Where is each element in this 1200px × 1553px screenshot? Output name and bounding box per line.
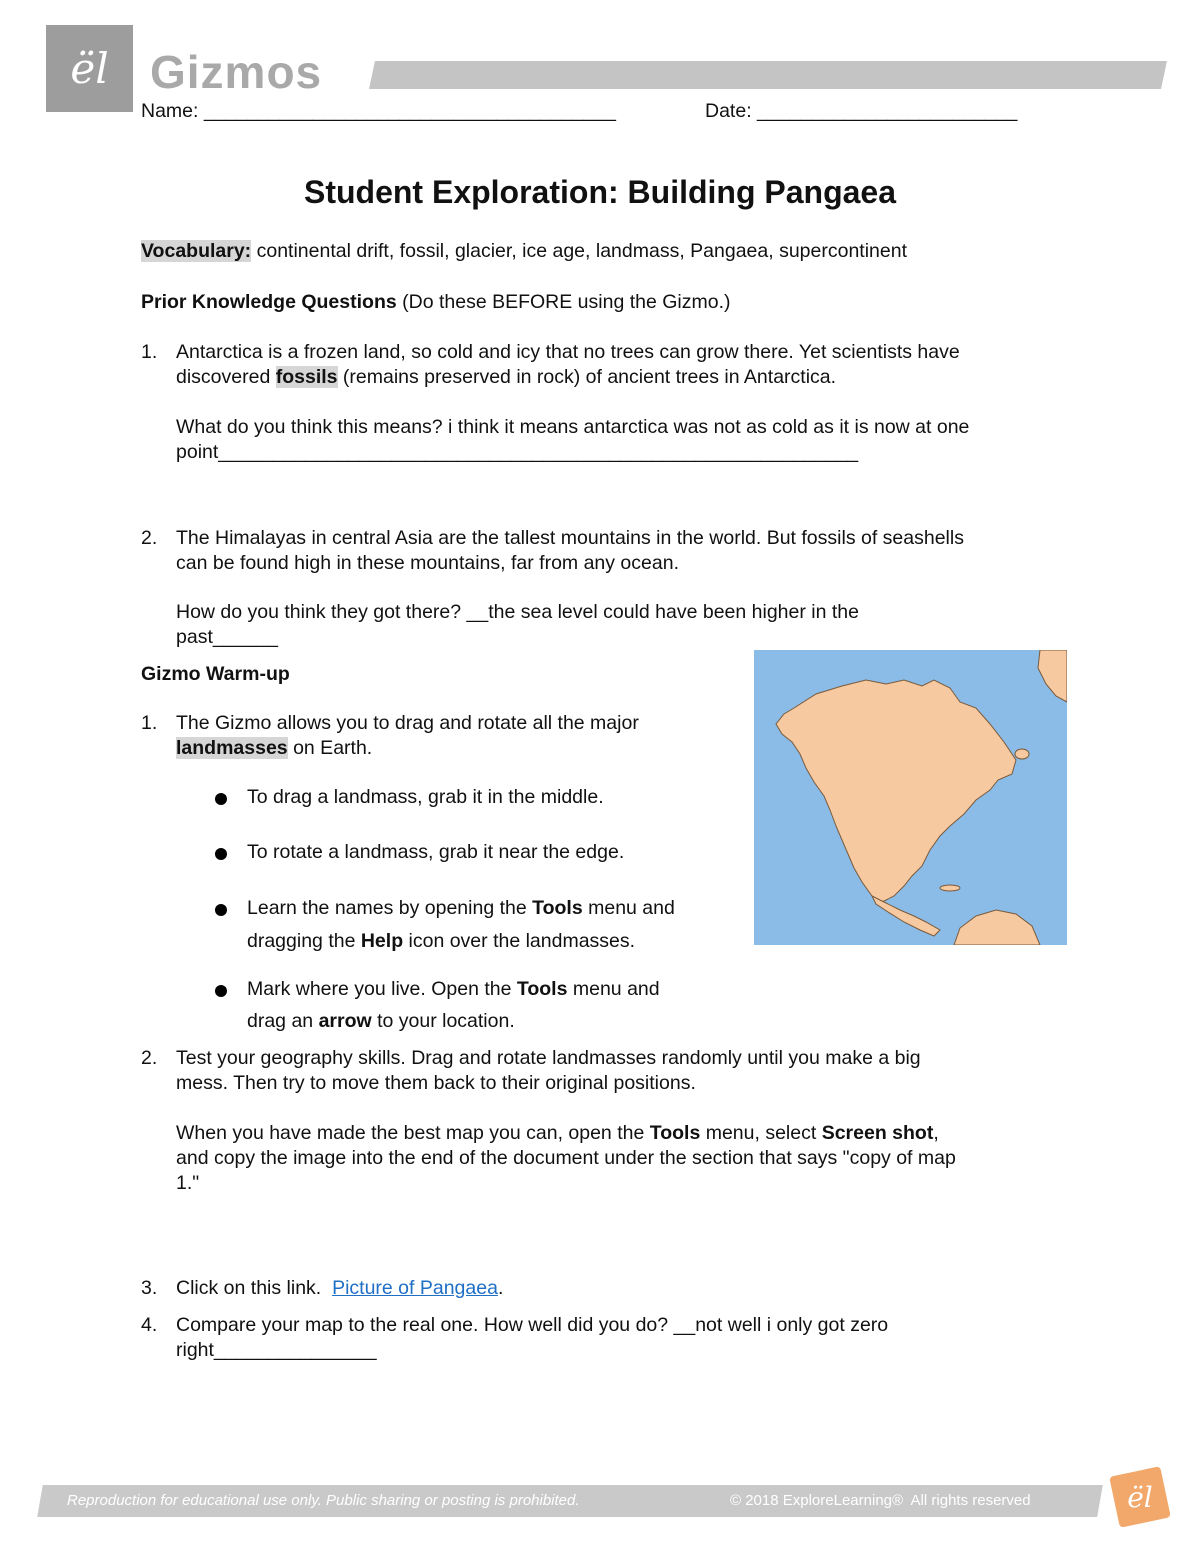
footer-copyright: © 2018 ExploreLearning® All rights reserved [730,1492,1031,1509]
vocabulary-label: Vocabulary: [141,240,252,262]
warmup-item-1-text-line2: landmasses on Earth. [176,737,373,759]
item-number: 4. [141,1314,158,1336]
question-1-text-line2: discovered fossils (remains preserved in rock) of ancient trees in Antarctica. [176,366,837,388]
question-2-text: The Himalayas in central Asia are the tallest mountains in the world. But fossils of seashells [176,527,964,549]
warmup-item-1-text: The Gizmo allows you to drag and rotate all the major [176,712,639,734]
question-number: 2. [141,527,158,549]
question-2-text-line2: can be found high in these mountains, far from any ocean. [176,552,679,574]
prior-knowledge-note: (Do these BEFORE using the Gizmo.) [396,291,731,313]
question-2-answer [176,600,859,625]
item-number: 1. [141,712,158,734]
explorelearning-footer-logo-icon [1108,1463,1172,1527]
pangaea-picture-link[interactable]: Picture of Pangaea [332,1277,498,1299]
question-1-prompt: What do you think this means? [176,416,443,438]
bullet-dot [215,985,227,997]
vocabulary-line [141,239,907,264]
map-svg [754,650,1067,945]
north-america-map-image [754,650,1067,945]
caribbean-island [940,885,960,891]
item-number: 3. [141,1277,158,1299]
question-1-answer [176,415,969,440]
bullet-drag: To drag a landmass, grab it in the middle. [247,786,604,808]
bullet-learn-names-line2: dragging the Help icon over the landmasses. [247,930,636,952]
item-number: 2. [141,1047,158,1069]
question-1-text: Antarctica is a frozen land, so cold and icy that no trees can grow there. Yet scientists have [176,341,960,363]
bullet-mark-location: Mark where you live. Open the Tools menu and [247,978,660,1000]
warmup-item-2-instructions-line3: 1." [176,1172,200,1194]
warmup-item-2-text: Test your geography skills. Drag and rotate landmasses randomly until you make a big [176,1047,921,1069]
date-field: Date: ________________________ [705,100,1018,122]
bullet-learn-names: Learn the names by opening the Tools menu and [247,897,675,919]
prior-knowledge-heading-line [141,290,731,315]
warmup-item-4-text: Compare your map to the real one. How well did you do? __not well i only got zero [176,1314,889,1336]
svg-text:ël: ël [1127,1481,1153,1514]
warmup-item-2-instructions: When you have made the best map you can, open the Tools menu, select Screen shot, [176,1122,939,1144]
gizmos-brand: Gizmos [150,46,323,98]
answer-text: right_______________ [176,1339,377,1361]
footer-disclaimer: Reproduction for educational use only. Public sharing or posting is prohibited. [67,1492,580,1509]
name-field: Name: ______________________________________ [141,100,616,122]
bullet-rotate: To rotate a landmass, grab it near the edge. [247,841,625,863]
warmup-item-2-instructions-line2: and copy the image into the end of the document under the section that says "copy of map [176,1147,956,1169]
answer-text: past______ [176,626,278,648]
bullet-dot [215,904,227,916]
page-title: Student Exploration: Building Pangaea [303,174,897,210]
newfoundland-island [1015,749,1029,759]
vocabulary-terms: continental drift, fossil, glacier, ice age, landmass, Pangaea, supercontinent [251,240,907,262]
bullet-dot [215,848,227,860]
answer-text: i think it means antarctica was not as cold as it is now at one [442,416,970,438]
prior-knowledge-heading: Prior Knowledge Questions [141,291,397,313]
explorelearning-logo: ël [46,25,133,112]
bullet-mark-location-line2: drag an arrow to your location. [247,1010,515,1032]
warmup-item-2-text-line2: mess. Then try to move them back to their original positions. [176,1072,696,1094]
question-2-prompt: How do you think they got there? [176,601,462,623]
question-number: 1. [141,341,158,363]
answer-text: point___________________________________________________________ [176,441,859,463]
warmup-heading: Gizmo Warm-up [141,663,290,685]
answer-text: __the sea level could have been higher in the [461,601,859,623]
vocab-term-landmasses: landmasses [176,737,288,759]
header-bar [369,61,1167,89]
warmup-item-3-text: Click on this link. Picture of Pangaea. [176,1277,504,1299]
bullet-dot [215,793,227,805]
vocab-term-fossils: fossils [275,366,338,388]
